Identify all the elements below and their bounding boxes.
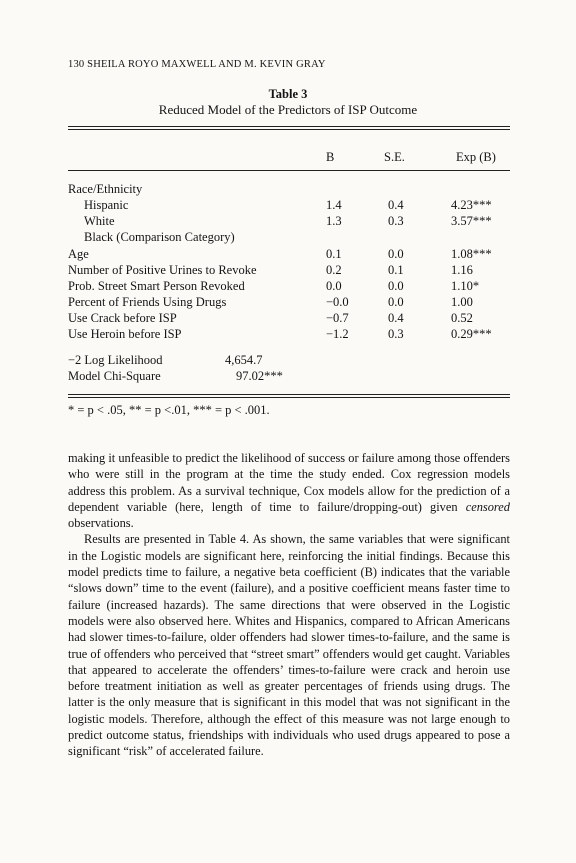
row-label: Race/Ethnicity xyxy=(68,182,143,196)
row-label: Percent of Friends Using Drugs xyxy=(68,295,227,309)
paragraph-text: observations. xyxy=(68,516,134,531)
row-label: Prob. Street Smart Person Revoked xyxy=(68,279,245,293)
row-label: Use Heroin before ISP xyxy=(68,327,182,341)
cell-se: 0.3 xyxy=(388,214,404,228)
column-header-se: S.E. xyxy=(384,150,405,164)
chi-square-value: 97.02*** xyxy=(236,369,283,383)
table-row xyxy=(0,279,576,295)
table-row xyxy=(0,263,576,279)
row-label: Number of Positive Urines to Revoke xyxy=(68,263,257,277)
table-top-rule-second xyxy=(68,129,510,130)
chi-square-label: Model Chi-Square xyxy=(68,369,161,383)
table-bottom-rule xyxy=(68,394,510,395)
cell-b: 1.4 xyxy=(326,198,342,212)
table-row xyxy=(0,311,576,327)
log-likelihood-label: −2 Log Likelihood xyxy=(68,353,163,367)
cell-exp: 4.23*** xyxy=(451,198,492,212)
table-row xyxy=(0,247,576,263)
cell-exp: 1.00 xyxy=(451,295,473,309)
table-row xyxy=(0,182,576,198)
table-row xyxy=(0,198,576,214)
table-top-rule xyxy=(68,126,510,127)
cell-se: 0.0 xyxy=(388,279,404,293)
column-header-exp: Exp (B) xyxy=(456,150,496,164)
cell-se: 0.3 xyxy=(388,327,404,341)
column-header-b: B xyxy=(326,150,335,164)
running-header: 130 SHEILA ROYO MAXWELL AND M. KEVIN GRAY xyxy=(68,59,326,70)
paragraph: Results are presented in Table 4. As shown, the same variables that were significant in the Logistic models are significant here, reinforcing the initial findings. Because this model predicts time to failure, a negative beta coefficient (B) indicates that the variable “slows down” time to the event (failure), and a positive coefficient means faster time to failure (increased hazards). The same directions that were observed in the Logistic models were also observed here. Whites and Hispanics, compared to African Americans had slower times-to-failure, older offenders had slower times-to-failure, and the same is true of offenders who perceived that “street smart” offenders would get caught. Variables that appeared to accelerate the offenders’ times-to-failure were crack and heroin use before treatment initiation as well as greater percentages of friends using drugs. The latter is the only measure that is significant in this model that was not significant in the logistic models. Therefore, although the effect of this measure was not large enough to predict outcome status, friendships with individuals who used drugs appeared to pose a significant “risk” of accelerated failure. xyxy=(68,532,510,759)
row-label: Age xyxy=(68,247,89,261)
cell-se: 0.1 xyxy=(388,263,404,277)
cell-se: 0.4 xyxy=(388,311,404,325)
header-rule xyxy=(68,170,510,171)
log-likelihood-value: 4,654.7 xyxy=(225,353,263,367)
significance-footnote: * = p < .05, ** = p <.01, *** = p < .001. xyxy=(68,403,270,417)
row-label: Use Crack before ISP xyxy=(68,311,177,325)
cell-b: 0.0 xyxy=(326,279,342,293)
row-label: Black (Comparison Category) xyxy=(84,230,235,244)
cell-exp: 0.52 xyxy=(451,311,473,325)
paragraph xyxy=(68,450,510,531)
cell-b: 0.1 xyxy=(326,247,342,261)
table-caption: Reduced Model of the Predictors of ISP Outcome xyxy=(158,102,418,117)
cell-b: −0.7 xyxy=(326,311,349,325)
cell-b: −0.0 xyxy=(326,295,349,309)
cell-exp: 1.16 xyxy=(451,263,473,277)
cell-exp: 0.29*** xyxy=(451,327,492,341)
emphasized-word: censored xyxy=(465,499,510,514)
paragraph-text: making it unfeasible to predict the likelihood of success or failure among those offenders who were still in the program at the time the study ended. Cox regression models address this problem. As a survival technique, Cox models allow for the prediction of a dependent variable (here, length of time to failure/dropping-out) given xyxy=(68,451,510,514)
cell-b: −1.2 xyxy=(326,327,349,341)
table-row xyxy=(0,295,576,311)
cell-b: 1.3 xyxy=(326,214,342,228)
table-row xyxy=(0,214,576,230)
row-label: White xyxy=(84,214,115,228)
table-row xyxy=(0,327,576,343)
cell-exp: 1.10* xyxy=(451,279,480,293)
row-label: Hispanic xyxy=(84,198,129,212)
table-row xyxy=(0,230,576,246)
cell-se: 0.0 xyxy=(388,247,404,261)
table-number: Table 3 xyxy=(268,87,308,101)
body-text xyxy=(68,450,510,760)
cell-b: 0.2 xyxy=(326,263,342,277)
cell-exp: 1.08*** xyxy=(451,247,492,261)
cell-se: 0.0 xyxy=(388,295,404,309)
cell-exp: 3.57*** xyxy=(451,214,492,228)
cell-se: 0.4 xyxy=(388,198,404,212)
table-bottom-rule-second xyxy=(68,397,510,398)
